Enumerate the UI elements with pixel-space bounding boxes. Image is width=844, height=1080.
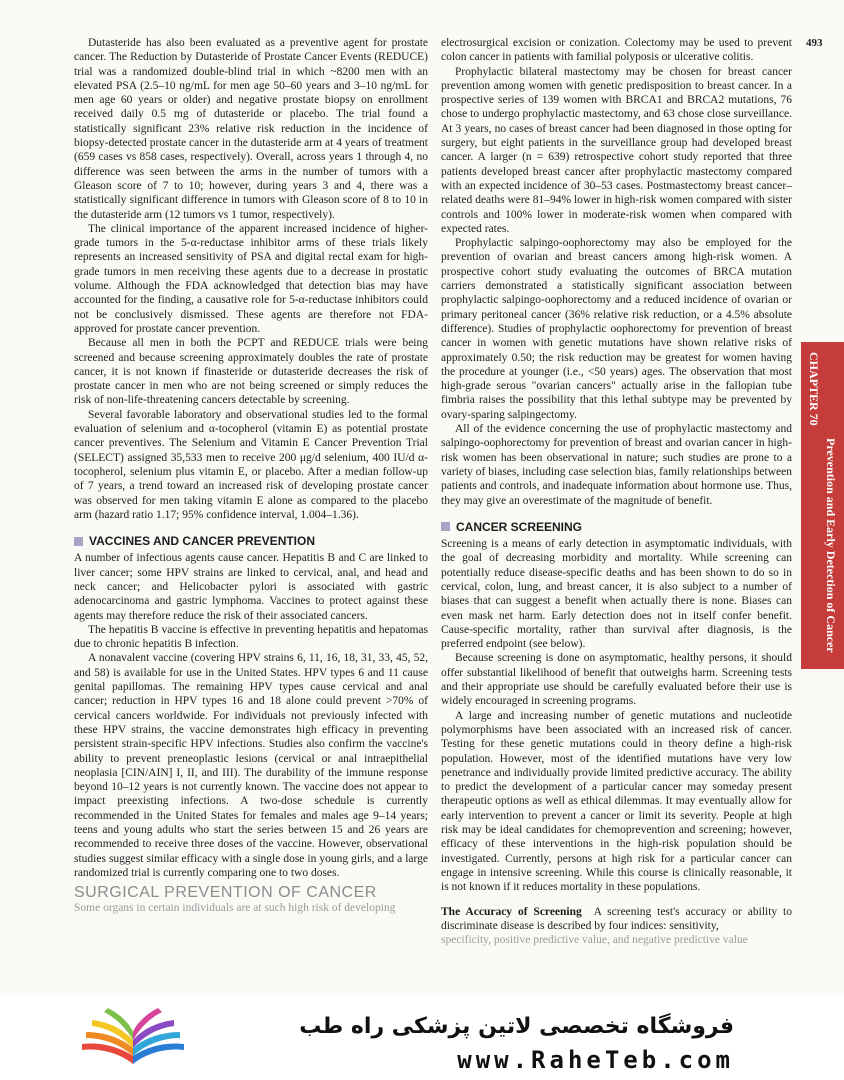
paragraph: Because screening is done on asymptomatic, healthy persons, it should offer substantial likelihood of benefit that outweighs harm. Screening tests and their appropriate use should be carefully evaluated before their use is widely encouraged in screening programs. xyxy=(441,652,792,708)
subhead-paragraph xyxy=(441,905,792,934)
paragraph: A number of infectious agents cause cancer. Hepatitis B and C are linked to liver cancer; some HPV strains are linked to cervical, anal, and head and neck cancer; and Helicobacter pylori is associated with gastric adenocarcinoma and gastric lymphoma. Vaccines to protect against these agents may therefore reduce the risk of their associated cancers. xyxy=(74,552,428,622)
shop-url: www.RaheTeb.com xyxy=(457,1046,734,1074)
section-heading-text: VACCINES AND CANCER PREVENTION xyxy=(89,534,316,549)
watermark-footer xyxy=(0,996,844,1080)
run-in-text: A screening test's accuracy or ability to discriminate disease is described by four indices: sensitivity, xyxy=(441,905,793,932)
shop-name: فروشگاه تخصصی لاتین پزشکی راه طب xyxy=(299,1014,734,1039)
run-in-heading: The Accuracy of Screening xyxy=(441,905,582,918)
right-column xyxy=(441,36,792,947)
paragraph: A nonavalent vaccine (covering HPV strains 6, 11, 16, 18, 31, 33, 45, 52, and 58) is available for use in the United States. HPV types 6 and 11 cause genital papillomas. The remaining HPV types cause cervical and anal cancer; reduction in HPV types 16 and 18 alone could prevent >70% of cervical cancers worldwide. For individuals not previously infected with these HPV strains, the vaccine demonstrates high efficacy in preventing persistent strain-specific HPV infections. Studies also confirm the vaccine's ability to prevent preneoplastic lesions (cervical or anal intraepithelial neoplasia [CIN/AIN] I, II, and III). The durability of the immune response beyond 10–12 years is not currently known. The vaccine does not appear to impact preexisting infections. A two-dose schedule is currently recommended in the United States for females and males age 9–14 years; teens and young adults who start the series between 15 and 26 years are recommended to receive three doses of the vaccine. However, observational studies suggest similar efficacy with a single dose in young girls, and a large randomized trial is currently comparing one to two doses. xyxy=(74,652,428,879)
paragraph: A large and increasing number of genetic mutations and nucleotide polymorphisms have been associated with an increased risk of cancer. Testing for these genetic mutations could in theory define a high-risk population. However, most of the identified mutations have very low penetrance and individually provide limited predictive accuracy. The ability to predict the development of a particular cancer may someday present therapeutic options as well as ethical dilemmas. It may eventually allow for early intervention to prevent a cancer or limit its severity. People at high risk may be ideal candidates for chemoprevention and screening; however, efficacy of these interventions in the high-risk population should be investigated. Currently, persons at high risk for a particular cancer can engage in intensive screening. While this course is clinically reasonable, it is not known if it reduces mortality in these populations. xyxy=(441,709,792,894)
paragraph: Because all men in both the PCPT and REDUCE trials were being screened and because screening approximately doubles the rate of prostate cancer, it is not known if finasteride or dutasteride decreases the risk of prostate cancer in men who are not being screened or simply reduces the risk of non-life-threatening cancers detectable by screening. xyxy=(74,337,428,407)
paragraph: Several favorable laboratory and observational studies led to the formal evaluation of selenium and α-tocopherol (vitamin E) as potential prostate cancer preventives. The Selenium and Vitamin E Cancer Prevention Trial (SELECT) assigned 35,533 men to receive 200 μg/d selenium, 400 IU/d α-tocopherol, selenium plus vitamin E, or placebo. After a median follow-up of 7 years, a trend toward an increased risk of developing prostate cancer was observed for men taking vitamin E alone as compared to the placebo arm (hazard ratio 1.17; 95% confidence interval, 1.004–1.36). xyxy=(74,408,428,521)
heading-square-icon xyxy=(74,537,83,546)
chapter-number: CHAPTER 70 xyxy=(807,352,821,426)
cut-off-line: Some organs in certain individuals are at such high risk of developing xyxy=(74,901,396,914)
section-heading-text: CANCER SCREENING xyxy=(456,519,583,534)
paragraph: Prophylactic salpingo-oophorectomy may also be employed for the prevention of ovarian and breast cancers among high-risk women. A prospective cohort study evaluating the outcomes of BRCA mutation carriers demonstrated a statistically significant association between prophylactic salpingo-oophorectomy and a reduced incidence of ovarian or primary peritoneal cancer (36% relative risk reduction, or a 4.5% absolute difference). Studies of prophylactic oophorectomy for prevention of breast cancer in women with genetic mutations have shown relative risks of approximately 0.50; the risk reduction may be greatest for women having the procedure at younger (i.e., <50 years) ages. The observation that most high-grade serous "ovarian cancers" actually arise in the fallopian tube fimbria raises the possibility that this lethal subtype may be prevented by ovary-sparing salpingectomy. xyxy=(441,237,792,421)
section-heading xyxy=(74,534,428,548)
paragraph: The hepatitis B vaccine is effective in preventing hepatitis and hepatomas due to chronic hepatitis B infection. xyxy=(74,623,428,651)
paragraph: Screening is a means of early detection in asymptomatic individuals, with the goal of decreasing morbidity and mortality. While screening can potentially reduce disease-specific deaths and has been shown to do so in cervical, colon, lung, and breast cancer, it is also subject to a number of biases that can suggest a benefit when actually there is none. Biases can even mask net harm. Early detection does not in itself confer benefit. Cause-specific mortality, rather than survival after diagnosis, is the preferred endpoint (see below). xyxy=(441,538,792,651)
paragraph: All of the evidence concerning the use of prophylactic mastectomy and salpingo-oophorectomy for prevention of breast and ovarian cancer in high-risk women has been observational in nature; such studies are prone to a variety of biases, including case selection bias, family relationships between patients and controls, and inadequate information about hormone use. Thus, they may give an overestimate of the magnitude of benefit. xyxy=(441,423,792,507)
paragraph: Dutasteride has also been evaluated as a preventive agent for prostate cancer. The Reduction by Dutasteride of Prostate Cancer Events (REDUCE) trial was a randomized double-blind trial in which ~8200 men with an elevated PSA (2.5–10 ng/mL for men age 50–60 years and 3–10 ng/mL for men age 60 years or older) and negative prostate biopsy on enrollment received daily 0.5 mg of dutasteride or placebo. The trial found a statistically significant 23% relative risk reduction in the incidence of biopsy-detected prostate cancer in the dutasteride arm at 4 years of treatment (659 cases vs 858 cases, respectively). Overall, across years 1 through 4, no difference was seen between the arms in the number of tumors with a Gleason score of 7 to 10; however, during years 3 and 4, there was a statistically significant difference in tumors with Gleason score of 8 to 10 in the dutasteride arm (12 tumors vs 1 tumor, respectively). xyxy=(74,37,428,221)
section-heading xyxy=(441,520,792,534)
chapter-tab xyxy=(801,342,844,669)
page-number: 493 xyxy=(806,37,823,49)
paragraph: The clinical importance of the apparent increased incidence of higher-grade tumors in the 5-α-reductase inhibitor arms of these trials likely represents an increased sensitivity of PSA and digital rectal exam for high-grade tumors in men receiving these agents due to a decrease in prostatic volume. Although the FDA acknowledged that detection bias may have accounted for the finding, a causative role for 5-α-reductase inhibitors could not be conclusively dismissed. These agents are therefore not FDA-approved for prostate cancer prevention. xyxy=(74,222,428,335)
paragraph: electrosurgical excision or conization. Colectomy may be used to prevent colon cancer in patients with familial polyposis or ulcerative colitis. xyxy=(441,37,792,64)
left-column xyxy=(74,36,428,915)
chapter-title: Prevention and Early Detection of Cancer xyxy=(824,438,838,653)
heading-square-icon xyxy=(441,522,450,531)
paragraph: Prophylactic bilateral mastectomy may be chosen for breast cancer prevention among women with genetic predisposition to breast cancer. In a prospective series of 139 women with BRCA1 and BRCA2 mutations, 76 chose to undergo prophylactic mastectomy, and 63 chose close surveillance. At 3 years, no cases of breast cancer had been diagnosed in those opting for surgery, but eight patients in the surveillance group had developed breast cancer. A larger (n = 639) retrospective cohort study reported that three patients developed breast cancer after prophylactic mastectomy compared with an expected incidence of 30–53 cases. Postmastectomy breast cancer–related deaths were 81–94% lower in high-risk women compared with sister controls and 100% lower in moderate-risk women when compared with expected rates. xyxy=(441,65,792,235)
cut-off-line: specificity, positive predictive value, and negative predictive value xyxy=(441,934,748,947)
section-heading-large: SURGICAL PREVENTION OF CANCER xyxy=(74,884,377,902)
open-book-logo-icon xyxy=(78,1004,188,1074)
